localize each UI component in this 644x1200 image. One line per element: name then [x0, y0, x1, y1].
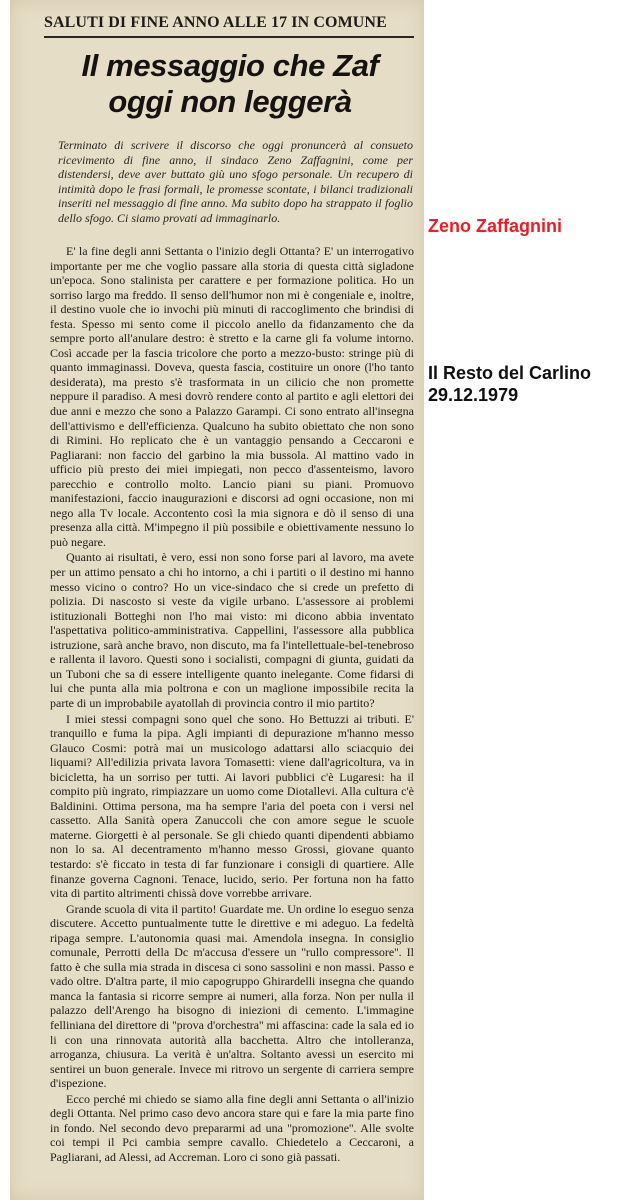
body-paragraph: Quanto ai risultati, è vero, essi non sono forse pari al lavoro, ma avete per un attimo pensato a chi ho intorno, a chi i partiti o il destino mi hanno messo vicino o contro? Ho un vice-sindaco che si crede un prefetto di polizia. Di nascosto si veste da vigile urbano. L'assessore ai problemi istituzionali Botteghi non l'ho mai visto: mi dicono abbia inventato l'aspettativa politico-amministrativa. Cappellini, l'assessore alla pubblica istruzione, sarà anche bravo, non discuto, ma fa l'intellettuale-bel-tenebroso e rallenta il lavoro. Questi sono i socialisti, compagni di giunta, guidati da un Tuboni che sa di essere intelligente quanto inelegante. Come fidarsi di lui che punta alla mia poltrona e con un maglione impossibile recita la parte di un improbabile ayatollah di provincia contro il mio partito? [50, 550, 414, 710]
article-kicker: SALUTI DI FINE ANNO ALLE 17 IN COMUNE [44, 14, 387, 31]
body-paragraph: E' la fine degli anni Settanta o l'inizio degli Ottanta? E' un interrogativo importante per me che voglio passare alla storia di questa città sigladone un'epoca. Sono stalinista per carattere e per formazione politica. Ho un sorriso largo ma freddo. Il senso dell'humor non mi è congeniale e, inoltre, il destino vuole che io invochi più minuti di raccoglimento che brindisi di festa. Spesso mi sento come il piccolo anello da fidanzamento che da sempre porto all'anulare destro: è stretto e la carne gli fa volume intorno. Così accade per la fascia tricolore che porto a mezzo-busto: stringe più di quanto immaginassi. Doveva, questa fascia, costituire un onore (l'ho tanto desiderata), ma presto s'è trasformata in un cilicio che non promette neppure il paradiso. A mesi dovrò rendere conto al partito e agli elettori dei due anni e mezzo che sono a Palazzo Garampi. Ci sono entrato all'insegna dell'attivismo e dell'efficienza. Qualcuno ha subito obiettato che non sono di Rimini. Ho replicato che è un vantaggio pensando a Ceccaroni e Pagliarani: non faccio del garbino la mia bussola. Al mattino vado in ufficio più presto dei miei impiegati, non pecco d'assenteismo, lavoro parecchio e controllo molto. Lancio piani su piani. Promuovo manifestazioni, faccio inaugurazioni e discorsi ad ogni occasione, non mi nego alla Tv locale. Accontento così la mia signora e dò il senso di una presenza alla città. M'impegno il più possibile e obiettivamente nessuno lo può negare. [50, 244, 414, 549]
annotation-person-name: Zeno Zaffagnini [428, 216, 562, 236]
source-newspaper: Il Resto del Carlino [428, 363, 592, 383]
headline-line-1: Il messaggio che Zaf [81, 48, 379, 83]
body-paragraph: I miei stessi compagni sono quel che sono. Ho Bettuzzi ai tributi. E' tranquillo e fuma la pipa. Agli impianti di depurazione m'hanno messo Glauco Cosmi: potrà mai un musicologo adattarsi allo sciacquio dei liquami? All'edilizia privata lavora Tomasetti: viene dall'agricoltura, va in bicicletta, ha un sorriso per tutti. Ai lavori pubblici c'è Lugaresi: ha il compito più ingrato, rimpiazzare un uomo come Diotallevi. Alla cultura c'è Baldinini. Ottima persona, ma ha sempre l'aria del poeta con i versi nel cassetto. Alla Sanità opera Zanuccoli che con amore segue le scuole materne. Giorgetti è al personale. Se gli chiedo quanti dipendenti abbiamo non lo sa. Al decentramento m'hanno messo Grossi, giovane quanto testardo: s'è ficcato in testa di far funzionare i consigli di quartiere. Alle finanze governa Cagnoni. Tenace, lucido, serio. Per fortuna non ha fatto vita di partito altrimenti chissà dove vorrebbe arrivare. [50, 711, 414, 901]
kicker-rule [44, 36, 414, 38]
source-date: 29.12.1979 [428, 385, 519, 405]
body-paragraph: Grande scuola di vita il partito! Guardate me. Un ordine lo eseguo senza discutere. Accetto puntualmente tutte le direttive e mi adeguo. La fedeltà ripaga sempre. L'autonomia quasi mai. Amendola insegna. In consiglio comunale, Perrotti della Dc m'accusa d'essere un ''rullo compressore''. Il fatto è che sulla mia strada in discesa ci sono sassolini e non massi. Passo e vado oltre. D'altra parte, il mio capogruppo Ghirardelli insegna che quando manca la fantasia si ricorre sempre ai numeri, alla forza. Non per nulla il palazzo dell'Arengo ha bisogno di iniezioni di cemento. L'immagine felliniana del direttore di ''prova d'orchestra'' mi affascina: cade la sala ed io li con una rinnovata autorità alla bacchetta. Altro che intolleranza, arroganza, chiusura. La verità è un'altra. Soltanto avessi un esercito mi sentirei un buon generale. Invece mi ritrovo un sergente di carriera sempre d'ispezione. [50, 901, 414, 1091]
annotation-source [428, 362, 591, 406]
article-body [50, 244, 414, 1164]
article-lead: Terminato di scrivere il discorso che oggi pronuncerà al consueto ricevimento di fine anno, il sindaco Zeno Zaffagnini, come per distendersi, deve aver buttato giù uno sfogo personale. Un recupero di intimità dopo le frasi formali, le promesse scontate, i bilanci tradizionali inseriti nel messaggio di fine anno. Ma subito dopo ha strappato il foglio dello sfogo. Ci siamo provati ad immaginarlo. [58, 138, 413, 225]
article-headline [44, 48, 416, 120]
body-paragraph: Ecco perché mi chiedo se siamo alla fine degli anni Settanta o all'inizio degli Ottanta. Nel primo caso devo ancora stare qui e fare la mia parte fino in fondo. Nel secondo devo prepararmi ad una ''promozione''. Alle svolte coi tempi il Pci cambia sempre cavallo. Chiedetelo a Ceccaroni, a Pagliarani, ad Alessi, ad Accreman. Loro ci sono già passati. [50, 1091, 414, 1164]
headline-line-2: oggi non leggerà [108, 84, 352, 119]
